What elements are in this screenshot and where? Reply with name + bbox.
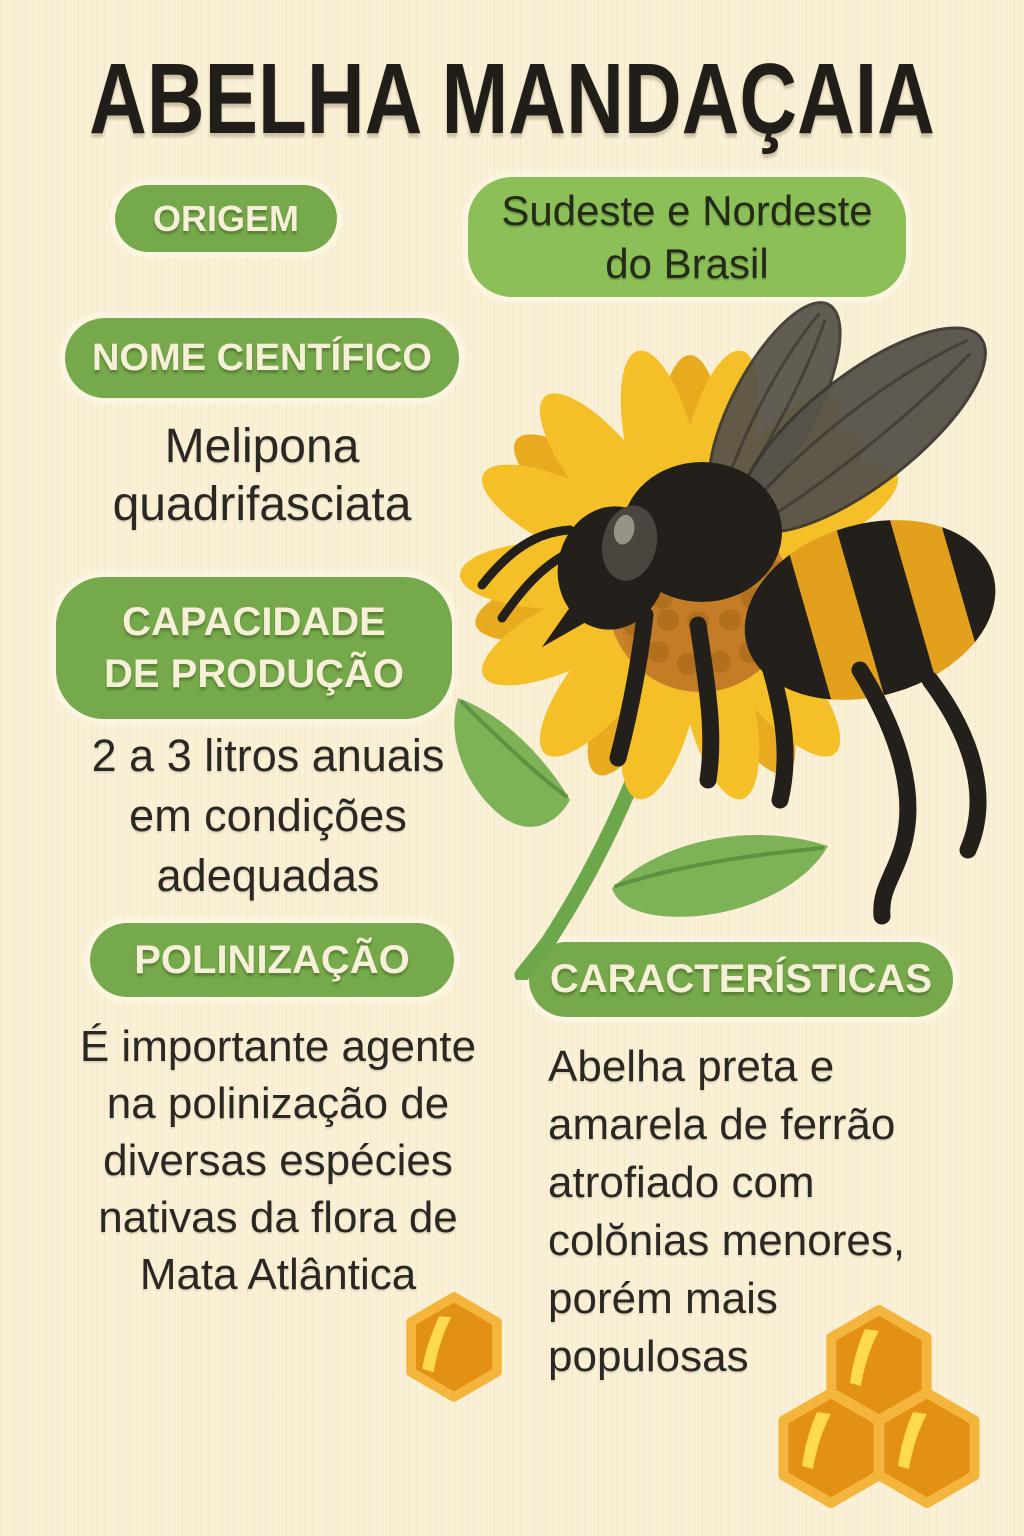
nome-cientifico-label-pill bbox=[65, 318, 459, 398]
caracteristicas-label: CARACTERÍSTICAS bbox=[549, 957, 933, 1001]
page-title: ABELHA MANDAÇAIA bbox=[89, 42, 935, 155]
bee-on-sunflower-illustration bbox=[430, 280, 1024, 980]
origem-label-pill bbox=[115, 185, 337, 252]
polinizacao-label-pill bbox=[90, 923, 454, 997]
capacidade-label-pill bbox=[56, 577, 452, 719]
honeycomb-cell bbox=[879, 1393, 974, 1503]
text-line: em condições bbox=[129, 790, 407, 841]
text-line: colŏnias menores, bbox=[548, 1216, 906, 1265]
text-line: diversas espécies bbox=[103, 1136, 453, 1185]
capacidade-label-line: CAPACIDADE bbox=[122, 600, 386, 644]
origem-value-line: do Brasil bbox=[605, 240, 769, 287]
origem-label: ORIGEM bbox=[152, 197, 299, 239]
honeycomb-cluster-icon bbox=[753, 1303, 1003, 1508]
text-line: 2 a 3 litros anuais bbox=[91, 730, 445, 781]
text-line: populosas bbox=[548, 1332, 749, 1381]
text-line: É importante agente bbox=[79, 1022, 477, 1071]
flower-leaf-right bbox=[612, 835, 828, 917]
honeycomb-single-icon bbox=[397, 1290, 511, 1404]
text-line: amarela de ferrão bbox=[548, 1100, 896, 1149]
text-line: na polinização de bbox=[106, 1079, 450, 1128]
polinizacao-label: POLINIZAÇÃO bbox=[134, 937, 410, 982]
text-line: porém mais bbox=[548, 1274, 778, 1323]
origem-value-line: Sudeste e Nordeste bbox=[501, 187, 873, 234]
capacidade-label-line: DE PRODUÇÃO bbox=[103, 652, 405, 696]
honeycomb-cell bbox=[783, 1393, 878, 1503]
text-line: Melipona bbox=[164, 420, 360, 473]
text-line: atrofiado com bbox=[548, 1158, 815, 1207]
nome-cientifico-label: NOME CIENTÍFICO bbox=[92, 336, 432, 379]
text-line: nativas da flora de bbox=[98, 1193, 458, 1242]
text-line: Mata Atlântica bbox=[139, 1250, 417, 1299]
polinizacao-text bbox=[18, 1018, 538, 1303]
text-line: quadrifasciata bbox=[112, 478, 412, 531]
text-line: Abelha preta e bbox=[548, 1042, 835, 1091]
text-line: adequadas bbox=[156, 850, 380, 901]
origem-value-box bbox=[468, 177, 906, 297]
